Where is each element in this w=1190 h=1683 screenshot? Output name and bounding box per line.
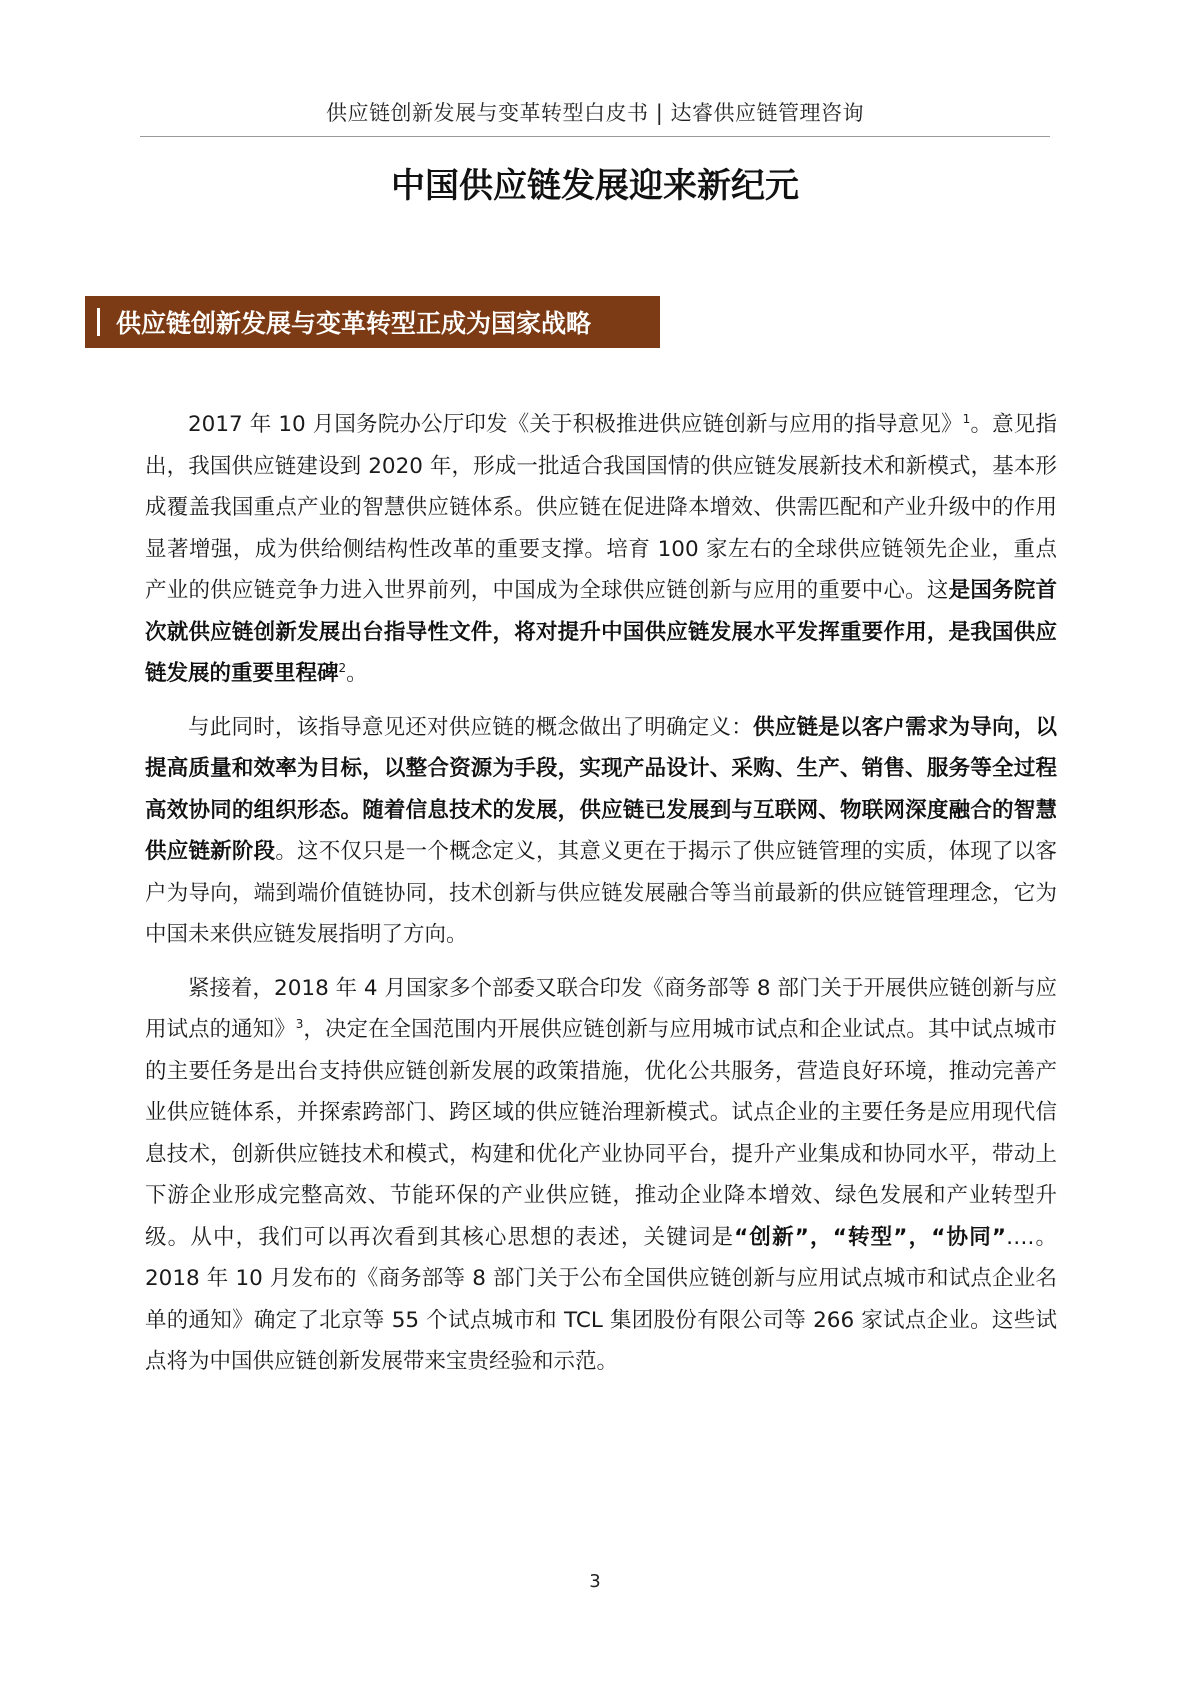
paragraph-3-keywords: “创新”，“转型”，“协同” [734,1224,1006,1250]
paragraph-2 [145,707,1057,956]
paragraph-2-text: 与此同时，该指导意见还对供应链的概念做出了明确定义： [188,714,753,740]
paragraph-1 [145,404,1057,695]
paragraph-3 [145,968,1057,1383]
paragraph-1-text: 2017 年 10 月国务院办公厅印发《关于积极推进供应链创新与应用的指导意见》 [188,412,963,437]
paragraph-2-text-cont: 。这不仅只是一个概念定义，其意义更在于揭示了供应链管理的实质，体现了以客户为导向，端到端价值链协同，技术创新与供应链发展融合等当前最新的供应链管理理念，它为中国未来供应链发展指明了方向。 [145,839,1057,947]
section-bar-icon [97,308,100,336]
footnote-ref-2[interactable]: 2 [338,660,347,675]
header-divider [140,136,1050,137]
page-number: 3 [589,1571,601,1592]
paragraph-3-text: 紧接着，2018 年 4 月国家多个部委又联合印发《商务部等 8 部门关于开展供应链创新与应用试点的通知》 [145,975,1057,1042]
section-heading-banner [85,296,660,348]
paragraph-3-text-cont: ，决定在全国范围内开展供应链创新与应用城市试点和企业试点。其中试点城市的主要任务是出台支持供应链创新发展的政策措施，优化公共服务，营造良好环境，推动完善产业供应链体系，并探索跨部门、跨区域的供应链治理新模式。试点企业的主要任务是应用现代信息技术，创新供应链技术和模式，构建和优化产业协同平台，提升产业集成和协同水平，带动上下游企业形成完整高效、节能环保的产业供应链，推动企业降本增效、绿色发展和产业转型升级。从中，我们可以再次看到其核心思想的表述，关键词是 [145,1017,1057,1250]
body-text [145,404,1057,1395]
page-title: 中国供应链发展迎来新纪元 [391,166,799,206]
paragraph-1-end: 。 [346,661,368,686]
footnote-ref-1[interactable]: 1 [962,411,971,426]
paragraph-1-text-cont: 。意见指出，我国供应链建设到 2020 年，形成一批适合我国国情的供应链发展新技术和新模式，基本形成覆盖我国重点产业的智慧供应链体系。供应链在促进降本增效、供需匹配和产业升级中的作用显著增强，成为供给侧结构性改革的重要支撑。培育 100 家左右的全球供应链领先企业，重点产业的供应链竞争力进入世界前列，中国成为全球供应链创新与应用的重要中心。这 [145,412,1057,603]
page-header: 供应链创新发展与变革转型白皮书 | 达睿供应链管理咨询 [326,101,864,125]
section-heading: 供应链创新发展与变革转型正成为国家战略 [116,309,592,338]
paragraph-2-emphasis: 供应链是以客户需求为导向，以提高质量和效率为目标，以整合资源为手段，实现产品设计、采购、生产、销售、服务等全过程高效协同的组织形态。随着信息技术的发展，供应链已发展到与互联网、物联网深度融合的智慧供应链新阶段 [145,714,1057,864]
paragraph-1-emphasis: 是国务院首次就供应链创新发展出台指导性文件，将对提升中国供应链发展水平发挥重要作用，是我国供应链发展的重要里程碑 [145,578,1057,686]
footnote-ref-3[interactable]: 3 [295,1016,304,1031]
paragraph-3-text-end: ….。2018 年 10 月发布的《商务部等 8 部门关于公布全国供应链创新与应用试点城市和试点企业名单的通知》确定了北京等 55 个试点城市和 TCL 集团股份有限公司等 266 家试点企业。这些试点将为中国供应链创新发展带来宝贵经验和示范。 [145,1224,1057,1374]
